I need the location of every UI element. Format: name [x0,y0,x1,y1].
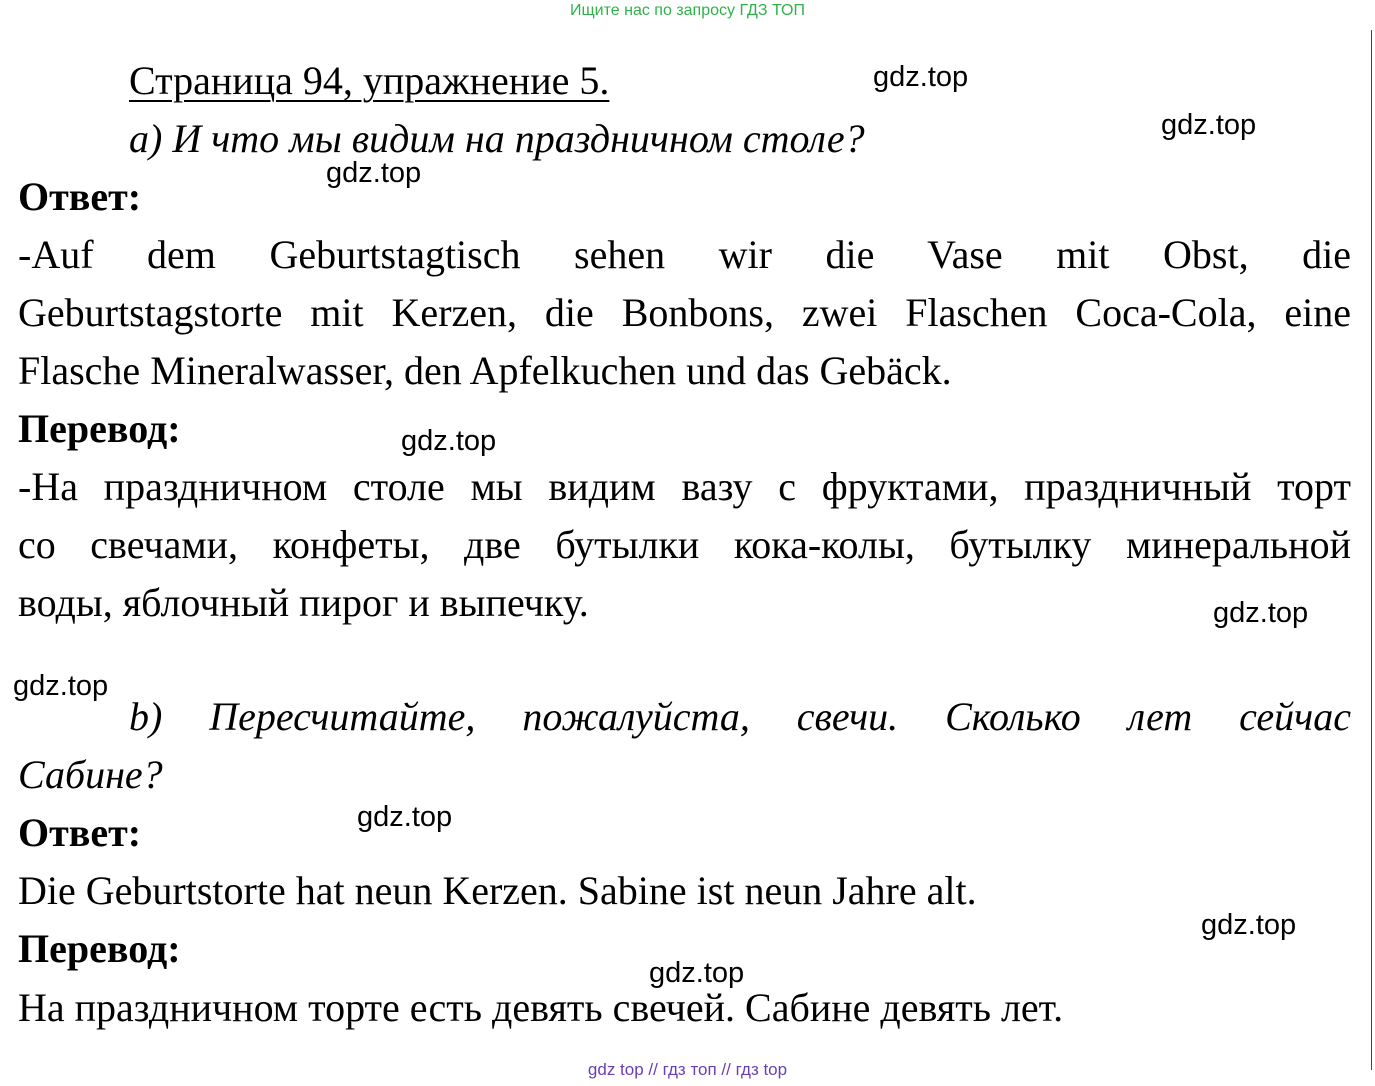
task-a: a) И что мы видим на праздничном столе? [129,116,865,161]
watermark: gdz.top [1201,909,1297,941]
answer-a-line-3: Flasche Mineralwasser, den Apfelkuchen und das Gebäck. [18,348,952,393]
right-border [1371,30,1372,1070]
answer-label-a: Ответ: [18,174,142,219]
watermark: gdz.top [649,957,745,989]
answer-a-line-1: -Auf dem Geburtstagtisch sehen wir die Vase mit Obst, die [18,232,1351,277]
answer-b: Die Geburtstorte hat neun Kerzen. Sabine ist neun Jahre alt. [18,868,977,913]
translation-label-a: Перевод: [18,406,181,451]
answer-a-line-2: Geburtstagstorte mit Kerzen, die Bonbons, zwei Flaschen Coca-Cola, eine [18,290,1351,335]
watermark: gdz.top [13,670,109,702]
translation-a-line-1: -На праздничном столе мы видим вазу с фруктами, праздничный торт [18,464,1351,509]
answer-label-b: Ответ: [18,810,142,855]
watermark: gdz.top [401,425,497,457]
watermark: gdz.top [1213,597,1309,629]
watermark: gdz.top [357,801,453,833]
footer-links: gdz top // гдз топ // гдз top [587,1060,788,1079]
task-b-line-1: b) Пересчитайте, пожалуйста, свечи. Сколько лет сейчас [129,694,1351,739]
translation-a-line-2: со свечами, конфеты, две бутылки кока-колы, бутылку минеральной [18,522,1351,567]
task-b-line-2: Сабине? [18,752,163,797]
watermark: gdz.top [873,61,969,93]
top-banner: Ищите нас по запросу ГДЗ ТОП [570,2,805,19]
watermark: gdz.top [326,157,422,189]
page-heading: Страница 94, упражнение 5. [129,58,610,103]
translation-label-b: Перевод: [18,926,181,971]
translation-a-line-3: воды, яблочный пирог и выпечку. [18,580,589,625]
watermark: gdz.top [1161,109,1257,141]
translation-b: На праздничном торте есть девять свечей. Сабине девять лет. [18,985,1064,1030]
